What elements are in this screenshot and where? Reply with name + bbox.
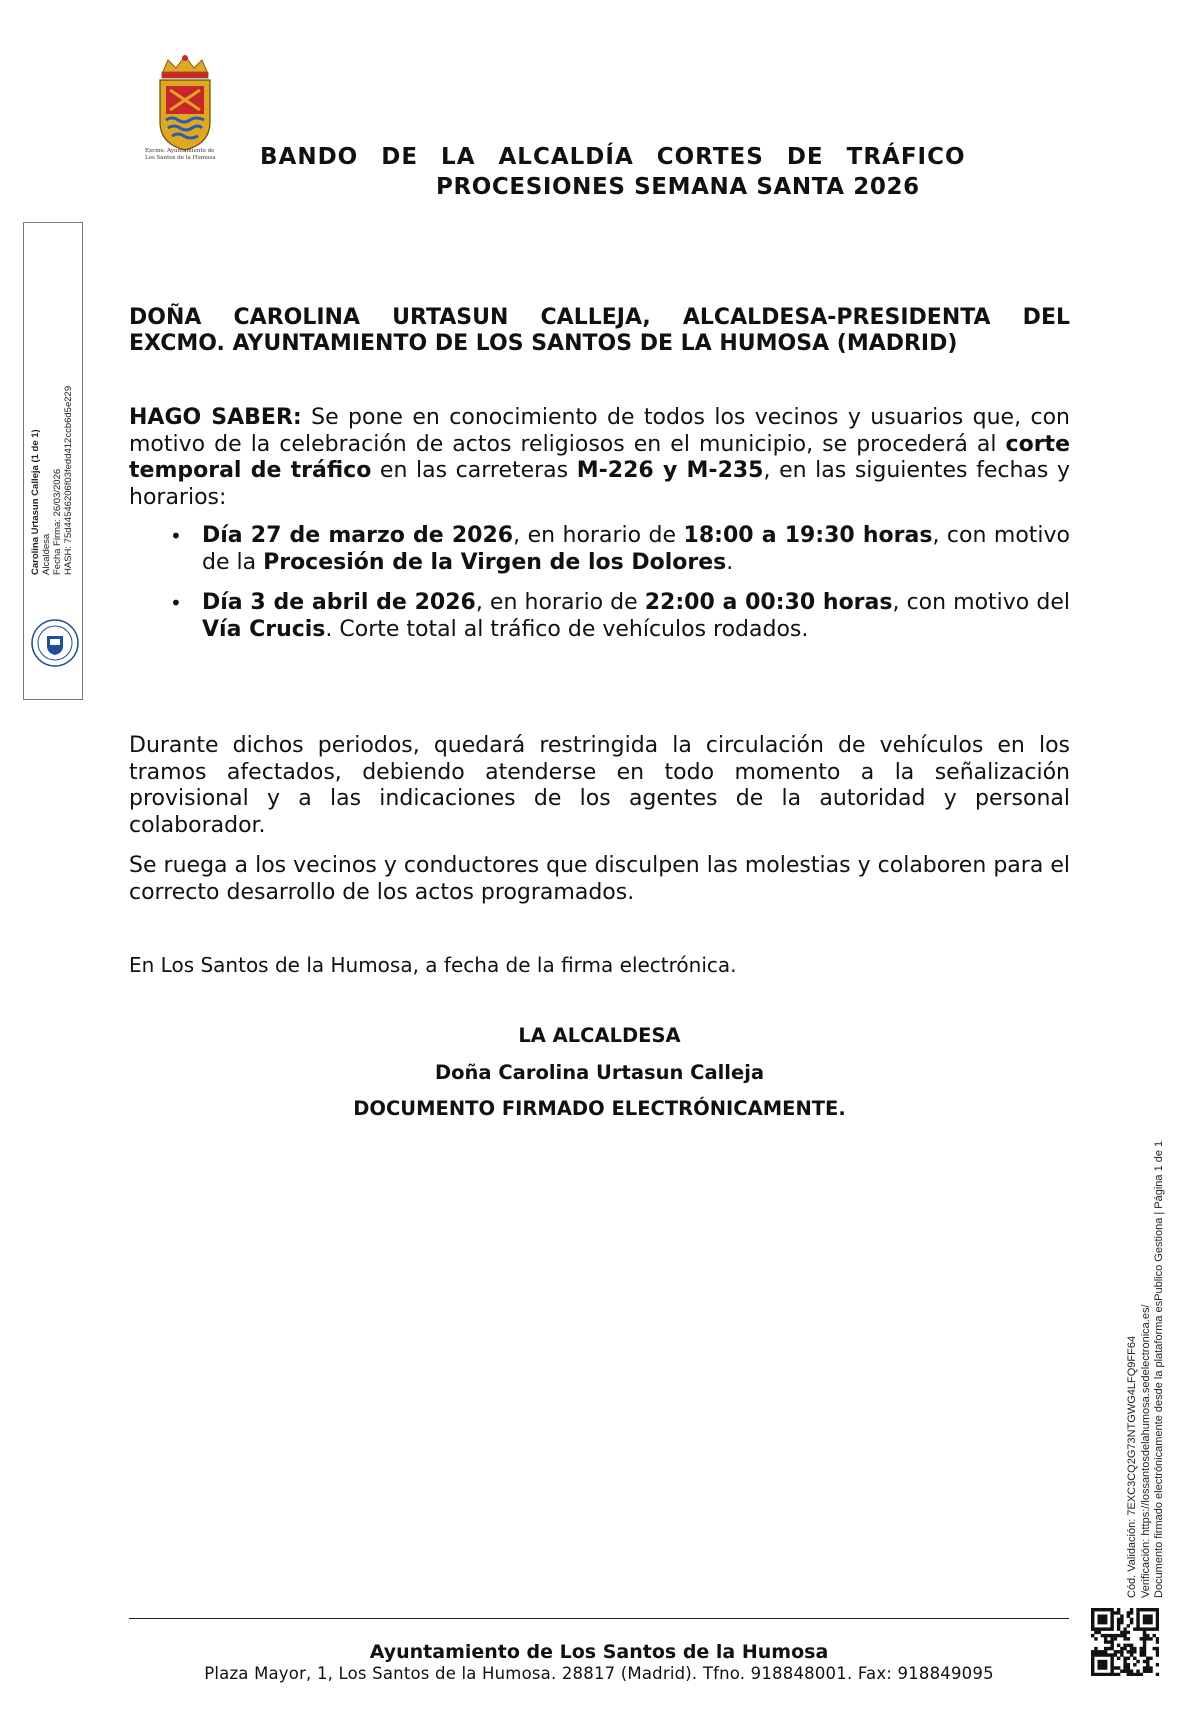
signer-name: Carolina Urtasun Calleja (1 de 1) bbox=[30, 429, 41, 575]
place-date-line: En Los Santos de la Humosa, a fecha de la firma electrónica. bbox=[129, 953, 737, 977]
hago-saber-label: HAGO SABER: bbox=[129, 405, 302, 430]
intro-paragraph: HAGO SABER: Se pone en conocimiento de todos los vecinos y usuarios que, con motivo de la celebración de actos religiosos en el municipio, se procederá al corte temporal de tráfico en las carreteras M-226 y M-235, en las siguientes fechas y horarios: bbox=[129, 405, 1070, 510]
electronic-signature-note: DOCUMENTO FIRMADO ELECTRÓNICAMENTE. bbox=[353, 1097, 846, 1120]
restriction-paragraph: Durante dichos periodos, quedará restringida la circulación de vehículos en los tramos afectados, debiendo atenderse en todo momento a la señalización provisional y a las indicaciones de los agentes de la autoridad y personal colaborador. bbox=[129, 733, 1070, 838]
authority-heading-line1: DOÑA CAROLINA URTASUN CALLEJA, ALCALDESA-PRESIDENTA DEL bbox=[129, 305, 1070, 330]
signer-title: LA ALCALDESA bbox=[518, 1024, 681, 1047]
list-item: • Día 3 de abril de 2026, en horario de 22:00 a 00:30 horas, con motivo del Vía Crucis. Corte total al tráfico de vehículos rodados. bbox=[129, 590, 1070, 643]
signature-date: Fecha Firma: 26/03/2026 bbox=[52, 468, 63, 575]
document-title-line1: BANDO DE LA ALCALDÍA CORTES DE TRÁFICO bbox=[260, 144, 966, 170]
footer-divider bbox=[129, 1618, 1069, 1619]
verification-text bbox=[1126, 1078, 1167, 1598]
document-title-line2: PROCESIONES SEMANA SANTA 2026 bbox=[436, 174, 920, 200]
signer-full-name: Doña Carolina Urtasun Calleja bbox=[434, 1061, 765, 1084]
verification-url: Verificación: https://lossantosdelahumosa.sedelectronica.es/ bbox=[1139, 1304, 1152, 1598]
validation-code: Cód. Validación: 7EXC3CQ2G73NTGWG4LFQ9FF64 bbox=[1126, 1335, 1138, 1598]
crest-caption: Excmo. Ayuntamiento de Los Santos de la Humosa bbox=[145, 148, 216, 161]
closure-schedule-list bbox=[129, 523, 1070, 657]
signer-role: Alcaldesa bbox=[41, 533, 52, 575]
authority-heading-line2: EXCMO. AYUNTAMIENTO DE LOS SANTOS DE LA HUMOSA (MADRID) bbox=[129, 331, 958, 356]
signature-hash: HASH: 75d44546206f03fedd412ccb6d5e229 bbox=[63, 385, 74, 575]
signature-stamp-text bbox=[30, 365, 74, 575]
authority-heading bbox=[129, 305, 1070, 357]
qr-code-icon bbox=[1091, 1608, 1159, 1676]
footer-organization: Ayuntamiento de Los Santos de la Humosa bbox=[369, 1641, 829, 1663]
official-seal-icon bbox=[30, 618, 80, 668]
platform-note: Documento firmado electrónicamente desde la plataforma esPublico Gestiona | Página 1 de 1 bbox=[1153, 1140, 1165, 1598]
footer-address: Plaza Mayor, 1, Los Santos de la Humosa. 28817 (Madrid). Tfno. 918848001. Fax: 918849095 bbox=[204, 1664, 994, 1683]
apology-paragraph: Se ruega a los vecinos y conductores que disculpen las molestias y colaboren para el correcto desarrollo de los actos programados. bbox=[129, 853, 1070, 905]
list-item: • Día 27 de marzo de 2026, en horario de 18:00 a 19:30 horas, con motivo de la Procesión de la Virgen de los Dolores. bbox=[129, 523, 1070, 576]
